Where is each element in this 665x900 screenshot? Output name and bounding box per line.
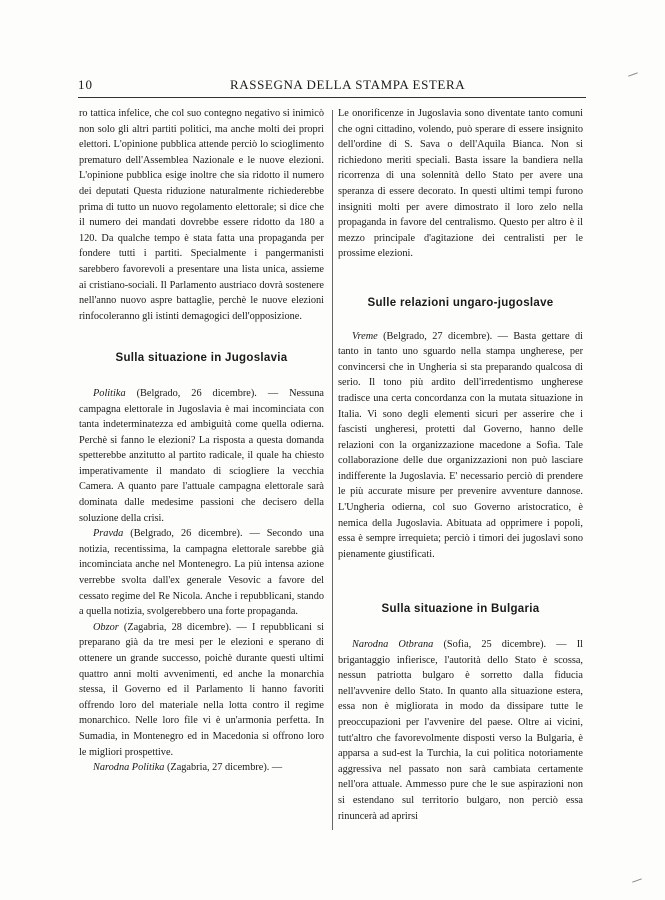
- article-source: Pravda: [93, 528, 124, 540]
- header-rule: [78, 97, 586, 98]
- article-text: (Belgrado, 26 dicembre). — Nessuna campagna elettorale in Jugoslavia è mai incominciata con tanta indeterminatezza ed ambiguità come quella odierna. Perchè si fanno le elezioni? La risposta a questa domanda spetterebbe anzitutto al partito radicale, il quale ha chiesto imperativamente il mandato di sciogliere la vecchia Camera. A quanto pare l'attuale campagna elettorale sarà dominata dalle medesime passioni che decisero della soluzione della crisi.: [79, 387, 324, 524]
- article-text: (Belgrado, 26 dicembre). — Secondo una notizia, recentissima, la campagna elettorale sarebbe già incominciata anche nel Montenegro. La più intensa azione verrebbe svolta dall'ex generale Vesovic a favore del cessato regime del Re Nicola. Anche i repubblicani, stando a quella notizia, svolgerebbero una forte propaganda.: [79, 528, 324, 618]
- column-divider: [332, 110, 333, 830]
- section-title-ungaro-jugoslave: Sulle relazioni ungaro-jugoslave: [367, 296, 554, 309]
- article-text: (Zagabria, 27 dicembre). —: [164, 762, 283, 774]
- article-source: Vreme: [352, 330, 378, 342]
- article-source: Obzor: [93, 621, 119, 633]
- left-column: [79, 106, 324, 776]
- article-text: (Belgrado, 27 dicembre). — Basta gettare di tanto in tanto uno sguardo nella stampa ungherese, per convincersi che in Ungheria si sta preparando qualcosa di serio. Il tono più ardito dell'irredentismo ungherese tradisce una certa concordanza con la mutata situazione in Italia. Vi sono degli elementi sicuri per asserire che i fascisti ungheresi, protetti dal Governo, hanno delle relazioni con la organizzazione macedone a Sofia. Tale collaborazione delle due organizzazioni non può lasciare indifferente la Jugoslavia. E' necessario perciò di prendere le più accurate misure per prevenire avventure dannose. L'Ungheria odierna, col suo Governo aristocratico, è nemica della Jugoslavia. Abituata ad opprimere i popoli, essa è sempre irrequieta; perciò i timori dei jugoslavi sono pienamente giustificati.: [338, 330, 583, 560]
- article-narodna-politika: [79, 760, 324, 776]
- page-number: 10: [78, 77, 93, 92]
- margin-mark: [632, 878, 642, 882]
- article-source: Politika: [93, 387, 126, 399]
- section-title-jugoslavia: Sulla situazione in Jugoslavia: [115, 352, 288, 365]
- article-politika: [79, 386, 324, 526]
- page-header: [78, 74, 586, 96]
- article-vreme: [338, 329, 583, 563]
- article-source: Narodna Politika: [93, 762, 165, 774]
- article-pravda: [79, 526, 324, 620]
- article-text: (Sofia, 25 dicembre). — Il brigantaggio infierisce, l'autorità dello Stato è scossa, nessun patriotta bulgaro è sorretto dalla fiducia nell'avvenire dello Stato. In quanto alla situazione estera, essa non è migliorata in modo da dissipare tutte le preoccupazioni per l'avvenire del paese. Oltre ai vicini, tutt'altro che favorevolmente disposti verso la Bulgaria, è apparsa a sud-est la Turchia, la cui politica notoriamente aggressiva nel passato non sarà cambiata certamente nell'ora attuale. Ammesso pure che le sue aspirazioni non si estendano sul territorio bulgaro, non perciò essa rinuncerà ad aprirsi: [338, 639, 583, 822]
- article-text: (Zagabria, 28 dicembre). — I repubblicani si preparano già da tre mesi per le elezioni e sperano di ottenere un grande successo, poichè durante questi ultimi quattro anni molti avvenimenti, ed anche la monarchia stessa, il Governo ed il Parlamento li hanno favoriti offrendo loro del materiale nella lotta contro il regime monarchico. Nelle loro file vi è un'armonia perfetta. In Sumadia, in Montenegro ed in Macedonia si offrono loro le migliori prospettive.: [79, 621, 324, 758]
- section-title-bulgaria: Sulla situazione in Bulgaria: [381, 603, 540, 616]
- running-title: RASSEGNA DELLA STAMPA ESTERA: [230, 77, 466, 92]
- right-intro-paragraph: Le onorificenze in Jugoslavia sono diventate tanto comuni che ogni cittadino, volendo, può sperare di essere insignito dell'ordine di S. Sava o dell'Aquila Bianca. Non si richiedono meriti speciali. Basta issare la bandiera nella ricorrenza di una solennità dello Stato per avere una speranza di essere decorato. In questi ultimi tempi furono insigniti molti per avere dimostrato il loro zelo nella propaganda in favore del centralismo. Questo per altro è il mezzo principale d'agitazione dei centralisti per le prossime elezioni.: [338, 108, 583, 260]
- right-column: [338, 106, 583, 824]
- article-source: Narodna Otbrana: [352, 639, 434, 651]
- article-obzor: [79, 620, 324, 760]
- margin-mark: [628, 72, 638, 76]
- left-intro-paragraph: ro tattica infelice, che col suo contegno negativo si inimicò non solo gli altri partiti politici, ma anche molti dei propri elettori. L'opinione pubblica attende perciò lo scioglimento prematuro dell'Assemblea Nazionale e le nuove elezioni. L'opinione pubblica esige inoltre che sia ridotto il numero dei deputati Questa riduzione naturalmente richiederebbe prima di tutto un nuovo regolamento elettorale; si dice che il numero dei mandati dovrebbe essere ridotto da 180 a 120. Da qualche tempo è stata fatta una propaganda per fondere tutti i partiti. Specialmente i pangermanisti sarebbero favorevoli a presentare una lista unica, assieme ai cristiano-sociali. Il Parlamento austriaco dovrà sostenere nell'anno nuovo aspre battaglie, perchè le nuove elezioni rinfocoleranno gli istinti demagogici dell'opposizione.: [79, 108, 324, 322]
- article-narodna-otbrana: [338, 637, 583, 824]
